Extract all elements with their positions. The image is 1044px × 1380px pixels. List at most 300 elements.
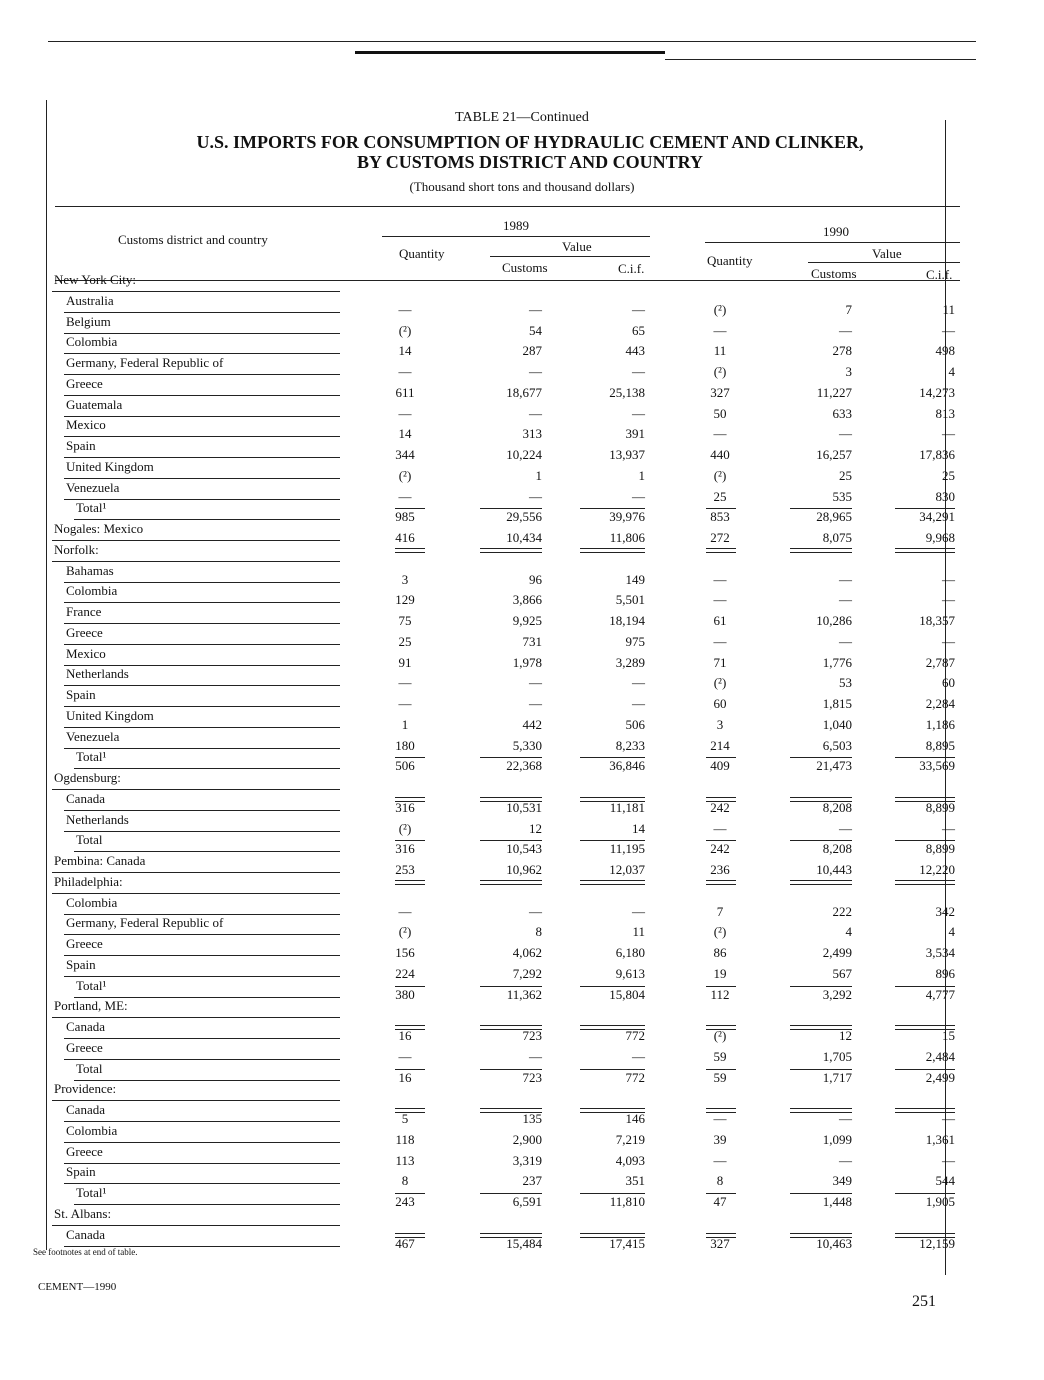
cell-c90: 222 <box>832 903 852 919</box>
cell-c90: 1,705 <box>822 1048 852 1064</box>
row-label: Total¹ <box>76 500 107 516</box>
cell-c90: 28,965 <box>816 509 852 525</box>
total-single-rule <box>580 986 645 987</box>
cell-c90: — <box>839 1152 852 1168</box>
cell-f89: 975 <box>625 633 645 649</box>
total-double-rule <box>895 1108 955 1113</box>
cell-c90: — <box>839 1111 852 1126</box>
cell-f90: — <box>942 426 955 442</box>
row-label: Germany, Federal Republic of <box>66 915 224 931</box>
cell-f89: 11,806 <box>609 530 645 545</box>
cell-q90: 19 <box>713 965 727 981</box>
cell-q89: — <box>398 903 412 919</box>
cell-c90: 1,040 <box>822 716 852 732</box>
cell-f89: 18,194 <box>609 613 645 628</box>
cell-c90: 8,208 <box>822 799 852 815</box>
cell-c90: 1,448 <box>822 1194 852 1209</box>
header-quantity-1990: Quantity <box>707 253 753 268</box>
cell-q90: 86 <box>713 945 727 960</box>
cell-f89: 9,613 <box>615 965 645 981</box>
header-district-country: Customs district and country <box>118 232 268 247</box>
table-row <box>0 977 1044 1002</box>
cell-c90: — <box>839 592 852 608</box>
total-double-rule <box>706 797 736 802</box>
title-line-2: BY CUSTOMS DISTRICT AND COUNTRY <box>356 152 704 172</box>
table-row <box>0 853 1044 877</box>
cell-q89: (²) <box>398 322 412 338</box>
cell-f90: 342 <box>935 903 955 919</box>
cell-c90: 1,815 <box>822 696 852 711</box>
cell-c89: 237 <box>522 1173 542 1189</box>
cell-f90: 3,534 <box>925 945 955 960</box>
cell-f90: — <box>942 1111 955 1126</box>
cell-q89: — <box>398 488 412 504</box>
cell-f89: 443 <box>625 343 645 359</box>
cell-q90: — <box>713 592 727 608</box>
cell-c90: 21,473 <box>816 758 852 774</box>
table-row <box>0 1206 1044 1226</box>
total-double-rule <box>706 1233 736 1238</box>
cell-c89: — <box>529 364 542 379</box>
cell-q89: 113 <box>395 1152 415 1168</box>
cell-c90: 53 <box>839 675 852 691</box>
table-row <box>0 479 1044 504</box>
table-row <box>0 1185 1044 1209</box>
cell-q89: 14 <box>398 343 412 359</box>
page-number: 251 <box>912 1293 936 1310</box>
top-rule-right <box>665 59 976 60</box>
cell-q90: — <box>713 1152 727 1168</box>
cell-f89: 11,810 <box>609 1194 645 1209</box>
top-rule-heavy <box>355 51 665 54</box>
total-double-rule <box>395 1025 425 1030</box>
cell-c90: — <box>839 322 852 338</box>
total-single-rule <box>480 1193 542 1194</box>
cell-f89: 11,181 <box>609 799 645 815</box>
cell-f90: 15 <box>942 1028 955 1043</box>
cell-f90: 60 <box>942 675 955 691</box>
cell-q89: 1 <box>401 716 409 732</box>
cell-f89: — <box>632 675 645 691</box>
cell-q89: — <box>398 301 412 317</box>
cell-f89: 12,037 <box>609 862 645 877</box>
table-row <box>0 811 1044 836</box>
cell-f90: 1,186 <box>925 716 955 732</box>
cell-f89: — <box>632 696 645 711</box>
total-single-rule <box>580 840 645 841</box>
cell-q89: 416 <box>395 530 415 545</box>
cell-c89: 1 <box>535 467 542 483</box>
table-row <box>0 749 1044 774</box>
cell-q89: 156 <box>395 945 415 960</box>
cell-q89: — <box>398 696 412 711</box>
cell-f89: 8,233 <box>615 737 645 753</box>
footer-running-title: CEMENT—1990 <box>38 1281 117 1293</box>
cell-q90: — <box>713 322 727 338</box>
cell-q89: 129 <box>395 592 415 608</box>
table-row <box>0 396 1044 421</box>
cell-c90: 12 <box>839 1028 852 1043</box>
cell-f90: 14,273 <box>919 384 955 400</box>
row-label: Australia <box>66 292 114 308</box>
cell-q90: 409 <box>710 758 730 774</box>
total-double-rule <box>706 1025 736 1030</box>
total-single-rule <box>580 1193 645 1194</box>
table-row <box>0 458 1044 483</box>
header-customs-1990: Customs <box>811 266 857 281</box>
header-value-1989-rule <box>490 256 650 257</box>
table-row <box>0 624 1044 649</box>
table-row <box>0 562 1044 587</box>
total-double-rule <box>480 1108 542 1113</box>
cell-c89: 10,531 <box>506 799 542 815</box>
cell-c90: 10,463 <box>816 1235 852 1251</box>
cell-f89: 13,937 <box>609 447 645 462</box>
cell-c89: 10,434 <box>506 530 542 545</box>
cell-q90: 327 <box>710 1235 730 1251</box>
total-single-rule <box>706 986 736 987</box>
cell-f90: 8,899 <box>925 841 955 857</box>
cell-q90: 8 <box>716 1173 724 1189</box>
row-label: Total¹ <box>76 1185 107 1200</box>
total-double-rule <box>395 1108 425 1113</box>
cell-f89: — <box>632 903 645 919</box>
cell-q89: 3 <box>401 571 409 587</box>
total-double-rule <box>580 1233 645 1238</box>
total-double-rule <box>480 880 542 885</box>
total-double-rule <box>790 548 852 553</box>
table-row <box>0 707 1044 732</box>
cell-c89: — <box>529 488 542 504</box>
cell-c89: 10,543 <box>506 841 542 857</box>
cell-f89: 7,219 <box>615 1131 645 1147</box>
total-single-rule <box>895 1193 955 1194</box>
cell-q90: 3 <box>716 716 724 732</box>
total-double-rule <box>706 548 736 553</box>
cell-q90: 50 <box>713 405 727 421</box>
cell-c89: — <box>529 696 542 711</box>
cell-c89: 29,556 <box>506 509 542 525</box>
table-row <box>0 313 1044 338</box>
total-double-rule <box>895 1233 955 1238</box>
row-label: Canada <box>66 790 105 806</box>
row-label: Canada <box>66 1102 105 1117</box>
cell-f89: 25,138 <box>609 384 645 400</box>
row-label: Netherlands <box>66 666 129 682</box>
table-row <box>0 915 1044 940</box>
row-label: Nogales: Mexico <box>54 521 144 536</box>
cell-f89: 36,846 <box>609 758 645 774</box>
total-double-rule <box>790 1108 852 1113</box>
table-row <box>0 936 1044 960</box>
cell-f89: 506 <box>625 716 645 732</box>
header-value-1989: Value <box>562 239 592 254</box>
cell-f89: 5,501 <box>615 592 645 608</box>
cell-f89: — <box>632 1048 645 1064</box>
units-note: (Thousand short tons and thousand dollars) <box>409 179 635 194</box>
row-label: St. Albans: <box>54 1205 112 1221</box>
table-row <box>0 521 1044 545</box>
table-row <box>0 1143 1044 1168</box>
total-single-rule <box>580 508 645 509</box>
cell-f90: 2,284 <box>925 696 955 711</box>
total-double-rule <box>480 1233 542 1238</box>
row-label: France <box>66 604 102 619</box>
cell-f90: — <box>942 592 955 608</box>
cell-q89: (²) <box>398 924 412 940</box>
table-row <box>0 438 1044 462</box>
total-single-rule <box>395 1069 425 1070</box>
cell-q89: 506 <box>395 758 415 774</box>
cell-c89: 18,677 <box>506 384 542 400</box>
total-single-rule <box>395 1193 425 1194</box>
cell-c90: 535 <box>832 488 852 504</box>
row-label: Venezuela <box>66 479 120 495</box>
cell-c90: 10,443 <box>816 862 852 877</box>
cell-q89: — <box>398 405 412 421</box>
cell-f90: 813 <box>935 405 955 421</box>
total-single-rule <box>706 757 736 758</box>
cell-c89: 10,224 <box>506 447 542 462</box>
cell-c89: 11,362 <box>506 986 542 1002</box>
row-label: Mexico <box>66 645 106 661</box>
total-single-rule <box>480 757 542 758</box>
total-single-rule <box>895 840 955 841</box>
table-row <box>0 894 1044 919</box>
cell-q90: 39 <box>713 1131 727 1147</box>
cell-f89: 65 <box>632 322 645 338</box>
row-label: Belgium <box>66 313 111 329</box>
row-label: Greece <box>66 375 103 391</box>
cell-q90: 11 <box>713 343 727 359</box>
table-row <box>0 272 1044 292</box>
table-row <box>0 292 1044 317</box>
cell-f90: 830 <box>935 488 955 504</box>
row-label: Netherlands <box>66 811 129 827</box>
cell-f90: 12,159 <box>919 1235 955 1251</box>
cell-f90: 11 <box>942 301 955 317</box>
cell-f90: 1,905 <box>925 1194 955 1209</box>
table-row <box>0 687 1044 711</box>
cell-c89: 10,962 <box>506 862 542 877</box>
total-single-rule <box>580 757 645 758</box>
cell-q89: 118 <box>395 1131 415 1147</box>
total-single-rule <box>480 508 542 509</box>
cell-f90: 896 <box>935 965 955 981</box>
cell-q89: 16 <box>398 1028 412 1043</box>
total-single-rule <box>706 840 736 841</box>
cell-f90: 4 <box>948 924 955 940</box>
table-row <box>0 583 1044 608</box>
cell-c90: 8,208 <box>822 841 852 857</box>
cell-c90: 2,499 <box>822 945 852 960</box>
cell-c89: 287 <box>522 343 542 359</box>
total-single-rule <box>395 986 425 987</box>
cell-c89: 15,484 <box>506 1235 542 1251</box>
cell-c89: 731 <box>522 633 542 649</box>
total-single-rule <box>395 508 425 509</box>
cell-q89: 985 <box>395 509 415 525</box>
table-row <box>0 1039 1044 1064</box>
cell-f89: — <box>632 488 645 504</box>
cell-f90: 34,291 <box>919 509 955 525</box>
total-double-rule <box>790 1025 852 1030</box>
cell-f89: — <box>632 301 645 317</box>
cell-f90: 2,484 <box>925 1048 955 1064</box>
cell-q90: 59 <box>713 1069 727 1085</box>
total-double-rule <box>790 1233 852 1238</box>
cell-q90: 47 <box>713 1194 727 1209</box>
cell-q90: 327 <box>710 384 730 400</box>
cell-c89: 1,978 <box>512 654 542 670</box>
cell-q89: 8 <box>401 1173 409 1189</box>
cell-c89: 5,330 <box>512 737 542 753</box>
cell-c89: 313 <box>522 426 542 442</box>
total-single-rule <box>395 840 425 841</box>
row-label: Greece <box>66 1039 103 1055</box>
row-label: Colombia <box>66 583 118 599</box>
cell-c90: — <box>839 426 852 442</box>
cell-f90: 4 <box>948 364 955 379</box>
row-label: Greece <box>66 624 103 640</box>
total-double-rule <box>706 1108 736 1113</box>
table-row <box>0 604 1044 628</box>
cell-c89: 6,591 <box>512 1194 542 1209</box>
cell-q89: (²) <box>398 467 412 483</box>
table-row <box>0 1060 1044 1085</box>
cell-f90: 33,569 <box>919 758 955 774</box>
cell-f90: 12,220 <box>919 862 955 877</box>
cell-c89: — <box>529 1048 542 1064</box>
row-label: United Kingdom <box>66 707 154 723</box>
total-single-rule <box>790 508 852 509</box>
cell-f89: 772 <box>625 1028 645 1043</box>
cell-f90: 9,968 <box>925 530 955 545</box>
cell-c89: 135 <box>522 1111 542 1126</box>
header-year-1990: 1990 <box>823 224 849 239</box>
cell-f89: 146 <box>625 1111 645 1126</box>
row-label: Greece <box>66 1143 103 1159</box>
cell-c89: 7,292 <box>512 965 542 981</box>
total-single-rule <box>480 986 542 987</box>
cell-f90: 8,899 <box>925 799 955 815</box>
row-label: Colombia <box>66 1122 118 1138</box>
total-double-rule <box>580 1025 645 1030</box>
cell-q90: 236 <box>710 862 730 877</box>
header-customs-1989: Customs <box>502 260 548 275</box>
cell-q90: (²) <box>713 301 727 317</box>
row-label: Spain <box>66 438 96 453</box>
cell-q89: (²) <box>398 820 412 836</box>
cell-q89: 14 <box>398 426 412 442</box>
total-single-rule <box>580 1069 645 1070</box>
row-label: Spain <box>66 687 96 702</box>
total-single-rule <box>790 1069 852 1070</box>
cell-q90: 71 <box>713 654 727 670</box>
cell-q89: 224 <box>395 965 415 981</box>
total-double-rule <box>580 1108 645 1113</box>
cell-c90: 6,503 <box>822 737 852 753</box>
table-row <box>0 770 1044 790</box>
cell-c89: 96 <box>529 571 542 587</box>
cell-q90: 853 <box>710 509 730 525</box>
cell-c89: 12 <box>529 820 542 836</box>
cell-q89: — <box>398 1048 412 1064</box>
cell-f89: 3,289 <box>615 654 645 670</box>
total-double-rule <box>895 1025 955 1030</box>
cell-c90: 16,257 <box>816 447 852 462</box>
header-1989-rule <box>382 236 650 237</box>
total-single-rule <box>790 1193 852 1194</box>
cell-c89: 723 <box>522 1069 542 1085</box>
cell-c90: 4 <box>845 924 852 940</box>
row-label: Total¹ <box>76 977 107 993</box>
cell-q90: 59 <box>713 1048 727 1064</box>
cell-q89: 316 <box>395 841 415 857</box>
cell-f90: 8,895 <box>925 737 955 753</box>
cell-c89: 4,062 <box>512 945 542 960</box>
total-single-rule <box>895 757 955 758</box>
total-double-rule <box>895 797 955 802</box>
row-label: Philadelphia: <box>54 873 123 889</box>
cell-f89: 351 <box>625 1173 645 1189</box>
cell-c89: 22,368 <box>506 758 542 774</box>
total-single-rule <box>790 986 852 987</box>
cell-c90: 1,776 <box>822 654 852 670</box>
cell-q90: 440 <box>710 447 730 462</box>
cell-q90: 7 <box>716 903 724 919</box>
row-label: Mexico <box>66 417 106 433</box>
cell-c90: 349 <box>832 1173 852 1189</box>
total-single-rule <box>895 508 955 509</box>
total-single-rule <box>790 757 852 758</box>
cell-f89: — <box>632 364 645 379</box>
cell-f90: — <box>942 322 955 338</box>
total-double-rule <box>395 1233 425 1238</box>
row-label: Spain <box>66 956 96 972</box>
row-label: Venezuela <box>66 728 120 744</box>
cell-q89: 16 <box>398 1069 412 1085</box>
cell-q89: 75 <box>398 613 412 628</box>
row-label: Canada <box>66 1226 105 1242</box>
cell-f89: 15,804 <box>609 986 645 1002</box>
total-single-rule <box>706 1069 736 1070</box>
header-top-rule <box>55 206 960 207</box>
cell-f89: — <box>632 405 645 421</box>
header-quantity-1989: Quantity <box>399 246 445 261</box>
cell-q90: (²) <box>713 924 727 940</box>
cell-q89: 180 <box>395 737 415 753</box>
cell-c90: 3,292 <box>822 986 852 1002</box>
cell-c89: — <box>529 903 542 919</box>
total-double-rule <box>790 880 852 885</box>
cell-f90: 18,357 <box>919 613 955 628</box>
cell-f90: 17,836 <box>919 447 955 462</box>
cell-c90: 633 <box>832 405 852 421</box>
cell-q89: 25 <box>398 633 412 649</box>
total-double-rule <box>395 548 425 553</box>
row-label: Pembina: Canada <box>54 853 146 868</box>
row-label: Spain <box>66 1164 96 1180</box>
total-double-rule <box>895 548 955 553</box>
footnote: See footnotes at end of table. <box>33 1247 138 1257</box>
total-double-rule <box>706 880 736 885</box>
total-single-rule <box>895 986 955 987</box>
cell-q90: — <box>713 571 727 587</box>
cell-q90: (²) <box>713 467 727 483</box>
cell-c89: — <box>529 675 542 691</box>
cell-q90: (²) <box>713 675 727 691</box>
